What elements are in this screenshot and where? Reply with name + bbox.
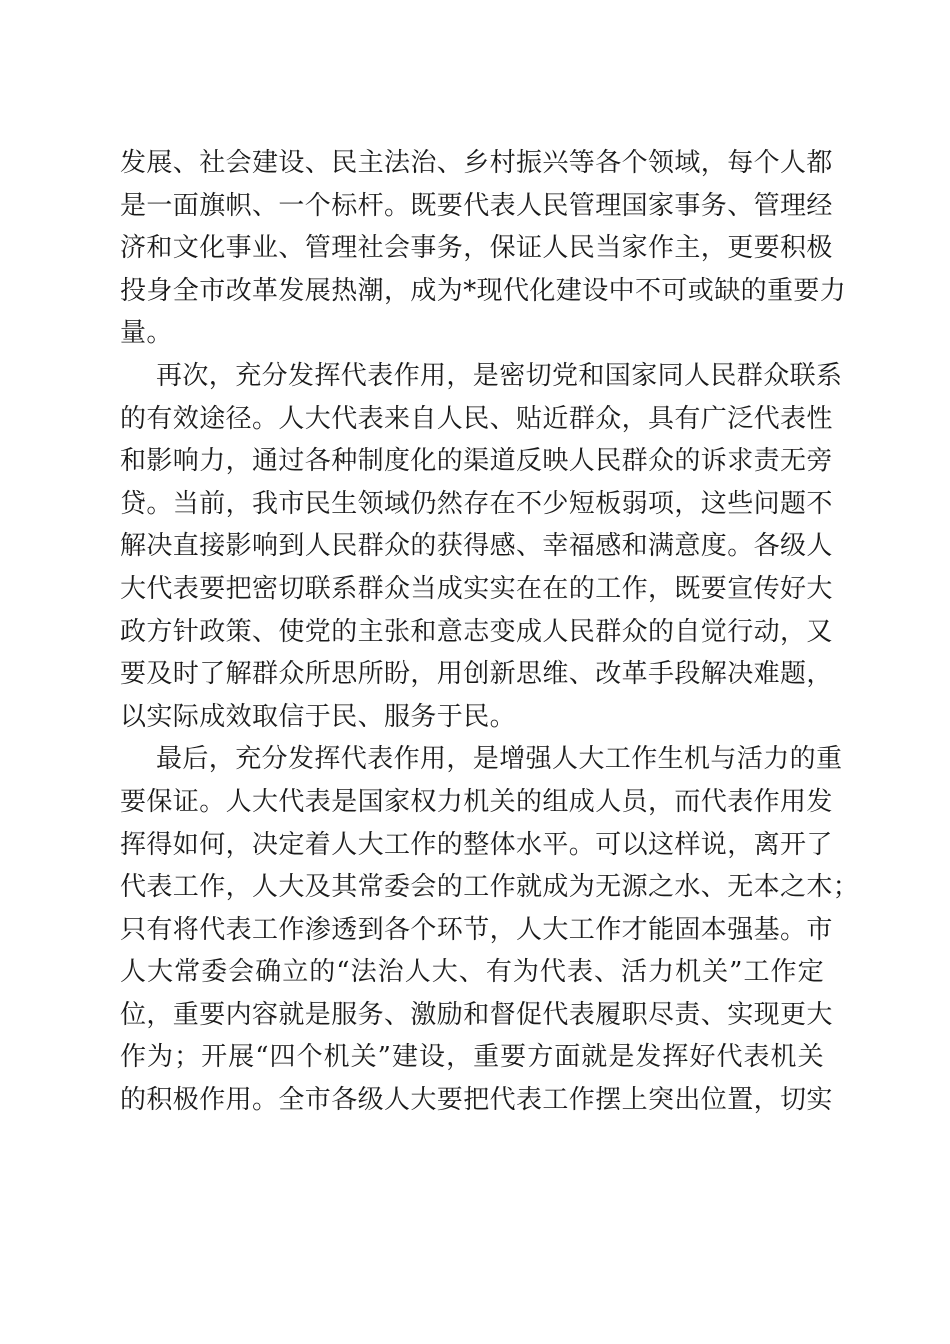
- paragraph-finally: [120, 738, 860, 1121]
- text-line: 解决直接影响到人民群众的获得感、幸福感和满意度。各级人: [120, 531, 833, 562]
- text-line: 大代表要把密切联系群众当成实实在在的工作，既要宣传好大: [120, 573, 833, 604]
- text-line: 济和文化事业、管理社会事务，保证人民当家作主，更要积极: [120, 233, 833, 264]
- text-line: 代表工作，人大及其常委会的工作就成为无源之水、无本之木；: [120, 872, 860, 903]
- text-line: 要及时了解群众所思所盼，用创新思维、改革手段解决难题，: [120, 659, 833, 690]
- text-line: 人大常委会确立的“法治人大、有为代表、活力机关”工作定: [120, 957, 824, 988]
- text-line: 和影响力，通过各种制度化的渠道反映人民群众的诉求责无旁: [120, 446, 833, 477]
- text-line: 作为；开展“四个机关”建设，重要方面就是发挥好代表机关: [120, 1042, 824, 1073]
- text-line: 再次，充分发挥代表作用，是密切党和国家同人民群众联系: [156, 360, 843, 391]
- text-line: 发展、社会建设、民主法治、乡村振兴等各个领域，每个人都: [120, 148, 833, 178]
- text-line: 要保证。人大代表是国家权力机关的组成人员，而代表作用发: [120, 786, 833, 817]
- text-line: 政方针政策、使党的主张和意志变成人民群众的自觉行动，又: [120, 616, 833, 647]
- text-line: 投身全市改革发展热潮，成为*现代化建设中不可或缺的重要力: [120, 275, 847, 306]
- text-line: 的有效途径。人大代表来自人民、贴近群众，具有广泛代表性: [120, 403, 833, 434]
- text-line: 的积极作用。全市各级人大要把代表工作摆上突出位置，切实: [120, 1085, 833, 1116]
- paragraph-development: [120, 142, 847, 355]
- text-line: 只有将代表工作渗透到各个环节，人大工作才能固本强基。市: [120, 914, 833, 945]
- text-line: 贷。当前，我市民生领域仍然存在不少短板弱项，这些问题不: [120, 488, 833, 519]
- text-line: 是一面旗帜、一个标杆。既要代表人民管理国家事务、管理经: [120, 190, 833, 221]
- text-line: 最后，充分发挥代表作用，是增强人大工作生机与活力的重: [156, 744, 843, 775]
- body-text: [120, 142, 860, 1122]
- text-line: 以实际成效取信于民、服务于民。: [120, 701, 517, 732]
- text-line: 挥得如何，决定着人大工作的整体水平。可以这样说，离开了: [120, 829, 833, 860]
- text-line: 量。: [120, 318, 173, 349]
- text-line: 位，重要内容就是服务、激励和督促代表履职尽责、实现更大: [120, 999, 833, 1030]
- paragraph-secondly: [120, 355, 843, 738]
